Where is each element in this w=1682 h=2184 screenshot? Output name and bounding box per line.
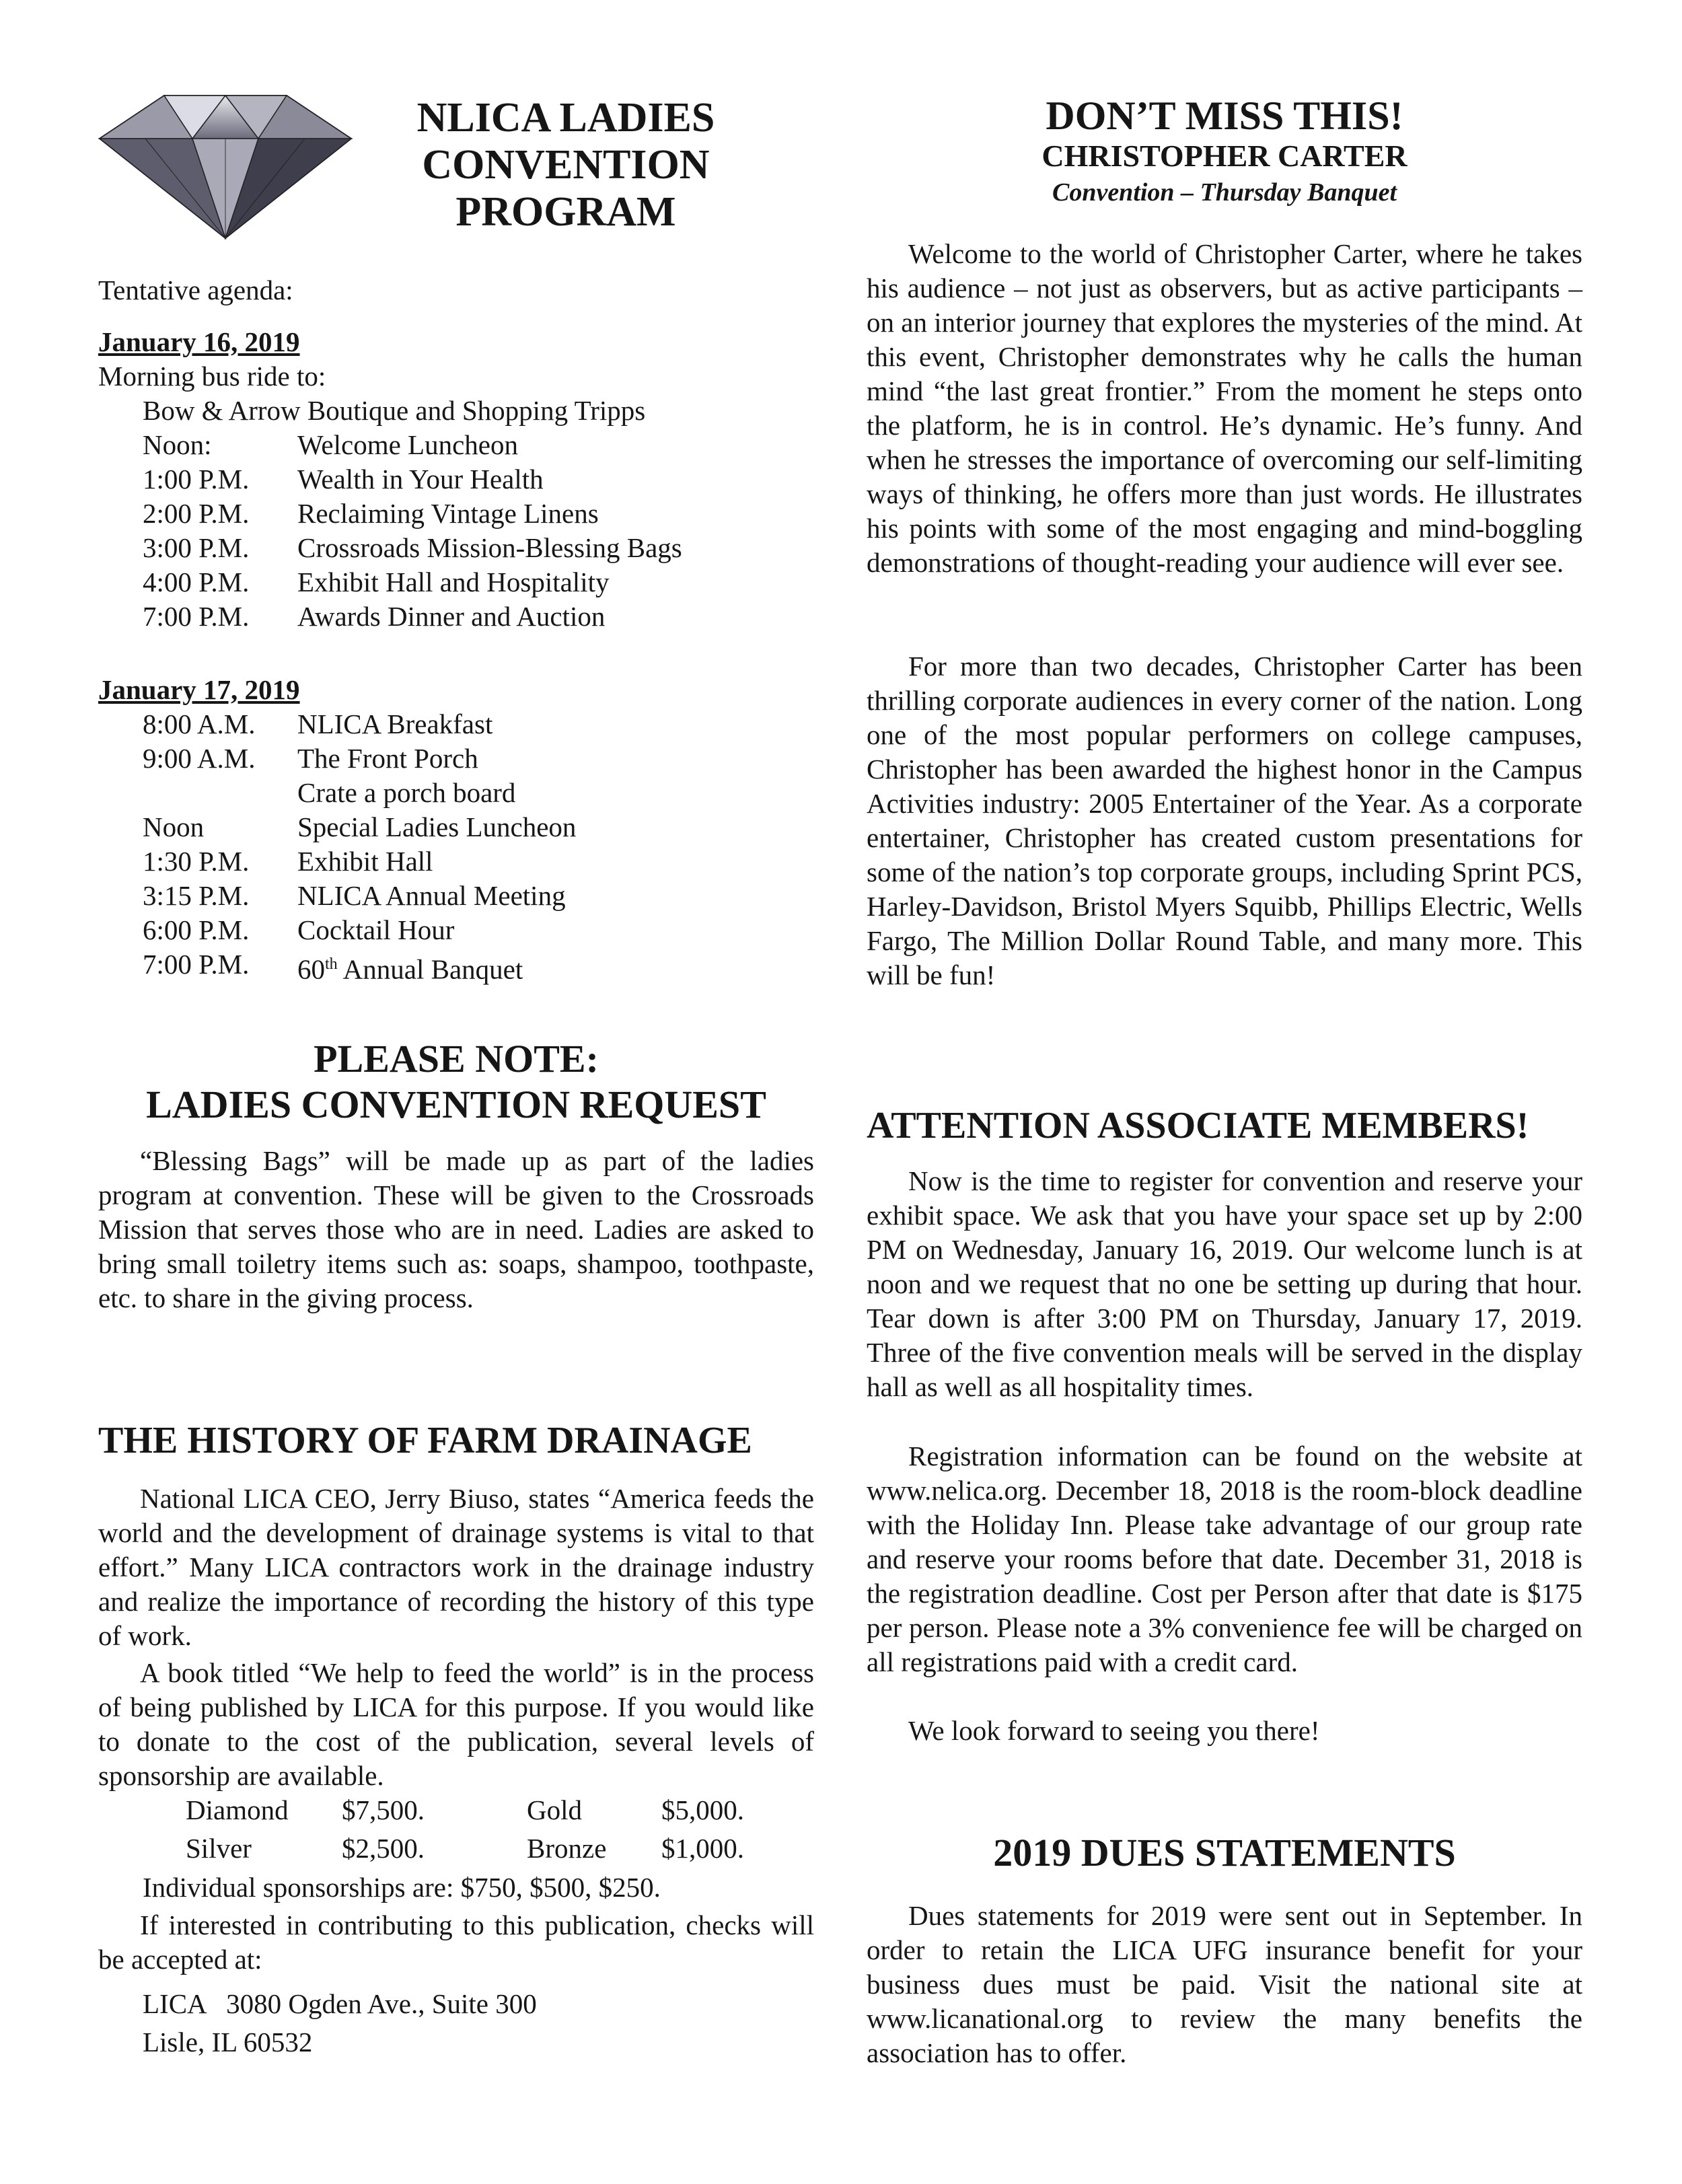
- schedule-time: 3:15 P.M.: [143, 880, 250, 911]
- schedule-time: 8:00 A.M.: [143, 708, 256, 739]
- schedule-event: The Front Porch: [297, 743, 478, 774]
- sponsor-level: Bronze: [527, 1833, 607, 1864]
- carter-p2: For more than two decades, Christopher Carter has been thrilling corporate audiences in every corner of the nation. Long one of the most popular performers on college campuses, Christopher has been awarded the highest honor in the Campus Activities industry: 2005 Entertainer of the Year. As a corporate entertainer, Christopher has created custom presentations for some of the nation’s top corporate groups, including Sprint PCS, Harley-Davidson, Bristol Myers Squibb, Phillips Electric, Wells Fargo, The Million Dollar Round Table, and many more. This will be fun!: [867, 651, 1582, 990]
- schedule-event: [297, 947, 814, 987]
- schedule-time: 7:00 P.M.: [143, 949, 250, 980]
- sponsor-amount: $2,500.: [342, 1833, 425, 1864]
- event-subtitle: Convention – Thursday Banquet: [1052, 178, 1397, 207]
- schedule-event: Exhibit Hall and Hospitality: [297, 567, 610, 597]
- schedule-time: 6:00 P.M.: [143, 914, 250, 945]
- schedule-event: Reclaiming Vintage Linens: [297, 498, 599, 529]
- schedule-row: [98, 947, 814, 987]
- please-note-heading: [98, 1036, 814, 1128]
- sponsor-amount: $7,500.: [342, 1794, 425, 1825]
- schedule-time: 1:00 P.M.: [143, 464, 250, 495]
- sponsor-row: [186, 1791, 814, 1829]
- dues-p1: Dues statements for 2019 were sent out in September. In order to retain the LICA UFG insurance benefit for your business dues must be paid. Visit the national site at www.licanational.org to review the many benefits the association has to offer.: [867, 1900, 1582, 2068]
- banquet-text: Annual Banquet: [337, 953, 523, 985]
- schedule-row: [98, 844, 814, 879]
- dont-miss-heading: [867, 94, 1582, 210]
- schedule-event: Exhibit Hall: [297, 846, 433, 877]
- sponsor-level: Gold: [527, 1794, 582, 1825]
- banquet-ordinal: th: [325, 955, 338, 973]
- note-title-2: LADIES CONVENTION REQUEST: [146, 1083, 766, 1126]
- schedule-row: [98, 707, 814, 741]
- schedule-event: Welcome Luncheon: [297, 429, 518, 460]
- sponsorship-table: [186, 1791, 814, 1868]
- note-body: “Blessing Bags” will be made up as part of the ladies program at convention. These will be given to the Crossroads Mission that serves those who are in need. Ladies are asked to bring small toiletry items such as: soaps, shampoo, toothpaste, etc. to share in the giving process.: [98, 1145, 814, 1313]
- schedule-row: [98, 428, 814, 462]
- schedule-event: Special Ladies Luncheon: [297, 811, 577, 842]
- history-title: THE HISTORY OF FARM DRAINAGE: [98, 1420, 752, 1461]
- note-title-1: PLEASE NOTE:: [314, 1037, 599, 1081]
- sponsor-level: Diamond: [186, 1794, 289, 1825]
- sponsor-amount: $5,000.: [661, 1794, 744, 1825]
- program-title: [388, 94, 744, 235]
- title-line: NLICA LADIES: [416, 95, 715, 141]
- schedule-row: [98, 879, 814, 913]
- day2-date: January 17, 2019: [98, 674, 300, 705]
- schedule-row: [98, 913, 814, 947]
- day2-schedule: [98, 673, 814, 987]
- title-line: PROGRAM: [455, 189, 676, 235]
- sponsor-amount: $1,000.: [661, 1833, 744, 1864]
- schedule-event: Wealth in Your Health: [297, 464, 544, 495]
- schedule-row: [98, 599, 814, 634]
- address-line-1: LICA 3080 Ogden Ave., Suite 300: [143, 1988, 537, 2019]
- day1-schedule: [98, 325, 814, 634]
- sponsor-level: Silver: [186, 1833, 252, 1864]
- carter-p1: Welcome to the world of Christopher Carter, where he takes his audience – not just as observers, but as active participants – on an interior journey that explores the mysteries of the mind. At this event, Christopher demonstrates why he calls the human mind “the last great frontier.” From the moment he steps onto the platform, he is in control. He’s dynamic. He’s funny. And when he stresses the importance of overcoming our self-limiting ways of thinking, he offers more than just words. He illustrates his points with some of the most engaging and mind-boggling demonstrations of thought-reading your audience will ever see.: [867, 238, 1582, 578]
- address-line-2: Lisle, IL 60532: [143, 2027, 313, 2058]
- schedule-time: Noon: [143, 811, 205, 842]
- schedule-event: Cocktail Hour: [297, 914, 455, 945]
- diamond-logo: [98, 86, 353, 240]
- schedule-row: [98, 776, 814, 810]
- history-p2: A book titled “We help to feed the world” is in the process of being published by LICA for this purpose. If you would like to donate to the cost of the publication, several levels of sponsorship are available.: [98, 1657, 814, 1791]
- sponsor-row: [186, 1829, 814, 1868]
- schedule-row: [98, 531, 814, 565]
- performer-name: CHRISTOPHER CARTER: [1041, 139, 1407, 173]
- schedule-row: [98, 810, 814, 844]
- dues-title: 2019 DUES STATEMENTS: [993, 1831, 1456, 1874]
- schedule-row: [98, 462, 814, 497]
- dont-miss-title: DON’T MISS THIS!: [1046, 94, 1403, 138]
- schedule-time: 7:00 P.M.: [143, 601, 250, 632]
- schedule-event: NLICA Breakfast: [297, 708, 493, 739]
- schedule-time: Noon:: [143, 429, 212, 460]
- history-p1: National LICA CEO, Jerry Biuso, states “America feeds the world and the development of drainage systems is vital to that effort.” Many LICA contractors work in the drainage industry and realize the importance of recording the history of this type of work.: [98, 1483, 814, 1651]
- schedule-time: 9:00 A.M.: [143, 743, 256, 774]
- day1-date: January 16, 2019: [98, 326, 300, 357]
- title-line: CONVENTION: [422, 142, 710, 188]
- schedule-event: Crossroads Mission-Blessing Bags: [297, 532, 682, 563]
- attention-title: ATTENTION ASSOCIATE MEMBERS!: [867, 1105, 1529, 1146]
- schedule-time: 3:00 P.M.: [143, 532, 250, 563]
- schedule-time: 4:00 P.M.: [143, 567, 250, 597]
- attention-p2: Registration information can be found on the website at www.nelica.org. December 18, 2018 is the room-block deadline with the Holiday Inn. Please take advantage of our group rate and reserve your rooms before that date. December 31, 2018 is the registration deadline. Cost per Person after that date is $175 per person. Please note a 3% convenience fee will be charged on all registrations paid with a credit card.: [867, 1441, 1582, 1677]
- schedule-event: Awards Dinner and Auction: [297, 601, 606, 632]
- individual-sponsorships: Individual sponsorships are: $750, $500, $250.: [143, 1872, 661, 1903]
- schedule-time: 2:00 P.M.: [143, 498, 250, 529]
- day1-lead: Morning bus ride to:: [98, 361, 326, 392]
- schedule-row: [98, 497, 814, 531]
- diamond-icon: [98, 86, 353, 240]
- attention-p1: Now is the time to register for convention and reserve your exhibit space. We ask that you have your space set up by 2:00 PM on Wednesday, January 16, 2019. Our welcome lunch is at noon and we request that no one be setting up during that hour. Tear down is after 3:00 PM on Thursday, January 17, 2019. Three of the five convention meals will be served in the display hall as well as all hospitality times.: [867, 1165, 1582, 1402]
- day1-sub: Bow & Arrow Boutique and Shopping Tripps: [143, 395, 646, 426]
- banquet-number: 60: [297, 953, 325, 985]
- schedule-row: [98, 565, 814, 599]
- schedule-event: NLICA Annual Meeting: [297, 880, 566, 911]
- agenda-intro: Tentative agenda:: [98, 275, 293, 305]
- schedule-event: Crate a porch board: [297, 777, 516, 808]
- schedule-time: 1:30 P.M.: [143, 846, 250, 877]
- history-p3: If interested in contributing to this publication, checks will be accepted at:: [98, 1909, 814, 1975]
- schedule-row: [98, 741, 814, 776]
- schedule-time: [98, 776, 297, 810]
- attention-p3: We look forward to seeing you there!: [908, 1715, 1320, 1746]
